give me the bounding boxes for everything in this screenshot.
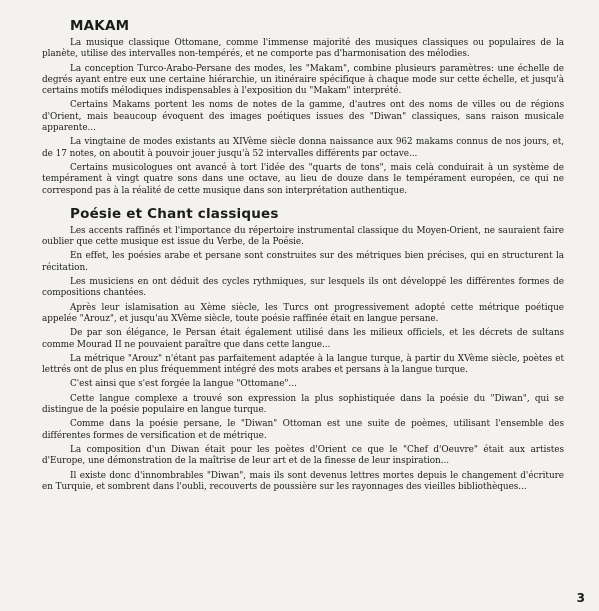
paragraph: Comme dans la poésie persane, le "Diwan" Ottoman est une suite de poèmes, utilisant l'ensemble des différentes formes de versification et de métrique. <box>42 419 564 441</box>
section-title-poesie: Poésie et Chant classiques <box>70 205 279 222</box>
paragraph: La conception Turco-Arabo-Persane des modes, les "Makam", combine plusieurs paramètres: une échelle de degrés ayant entre eux une certaine hiérarchie, un itinéraire spécifique à chaque mode sur cette échelle, et jusqu'à certains motifs mélodiques indispensables à l'exposition du "Makam" interprété. <box>42 63 564 97</box>
paragraph: C'est ainsi que s'est forgée la langue "Ottomane"... <box>70 379 297 390</box>
paragraph: Les accents raffinés et l'importance du répertoire instrumental classique du Moyen-Orient, ne sauraient faire oublier que cette musique est issue du Verbe, de la Poésie. <box>42 225 564 248</box>
paragraph: La musique classique Ottomane, comme l'immense majorité des musiques classiques ou populaires de la planète, utilise des intervalles non-tempérés, et ne comporte pas d'harmonisation des mélodies. <box>42 38 564 60</box>
paragraph: La vingtaine de modes existants au XIVème siècle donna naissance aux 962 makams connus de nos jours, et, de 17 notes, on aboutit à pouvoir jouer jusqu'à 52 intervalles différents par octave... <box>42 137 564 159</box>
document-page <box>42 18 564 496</box>
section-poesie <box>42 206 564 493</box>
paragraph: Il existe donc d'innombrables "Diwan", mais ils sont devenus lettres mortes depuis le changement d'écriture en Turquie, et sombrent dans l'oubli, recouverts de poussière sur les rayonnages des vieilles bibliothèques... <box>42 470 564 492</box>
paragraph: Certains Makams portent les noms de notes de la gamme, d'autres ont des noms de villes ou de régions d'Orient, mais beaucoup évoquent des images poétiques issues des "Diwan" classiques, sans raison musicale apparente... <box>42 100 564 134</box>
paragraph: De par son élégance, le Persan était également utilisé dans les milieux officiels, et les décrets de sultans comme Mourad II ne pouvaient paraître que dans cette langue... <box>42 328 564 350</box>
paragraph: Les musiciens en ont déduit des cycles rythmiques, sur lesquels ils ont développé les différentes formes de compositions chantées. <box>42 277 564 299</box>
paragraph: La métrique "Arouz" n'étant pas parfaitement adaptée à la langue turque, à partir du XVème siècle, poètes et lettrés ont de plus en plus fréquemment intégré des mots arabes et persans à la langue turque. <box>42 353 564 376</box>
paragraph: En effet, les poésies arabe et persane sont construites sur des métriques bien précises, qui en structurent la récitation. <box>42 251 564 273</box>
page-number: 3 <box>576 591 585 605</box>
paragraph: Certains musicologues ont avancé à tort l'idée des "quarts de tons", mais celà conduirait à un système de tempérament à vingt quatre sons dans une octave, au lieu de douze dans le tempérament européen, ce qui ne correspond pas à la réalité de cette musique dans son interprétation authentique. <box>42 162 564 196</box>
paragraph: Cette langue complexe a trouvé son expression la plus sophistiquée dans la poésie du "Diwan", qui se distingue de la poésie populaire en langue turque. <box>42 393 564 416</box>
section-title-makam: MAKAM <box>70 18 130 34</box>
paragraph: Après leur islamisation au Xème siècle, les Turcs ont progressivement adopté cette métrique poétique appelée "Arouz", et jusqu'au XVème siècle, toute poésie raffinée était en langue persane. <box>42 302 564 324</box>
paragraph: La composition d'un Diwan était pour les poètes d'Orient ce que le "Chef d'Oeuvre" était aux artistes d'Europe, une démonstration de la maîtrise de leur art et de la finesse de leur inspiration... <box>42 444 564 467</box>
section-makam <box>42 18 564 197</box>
